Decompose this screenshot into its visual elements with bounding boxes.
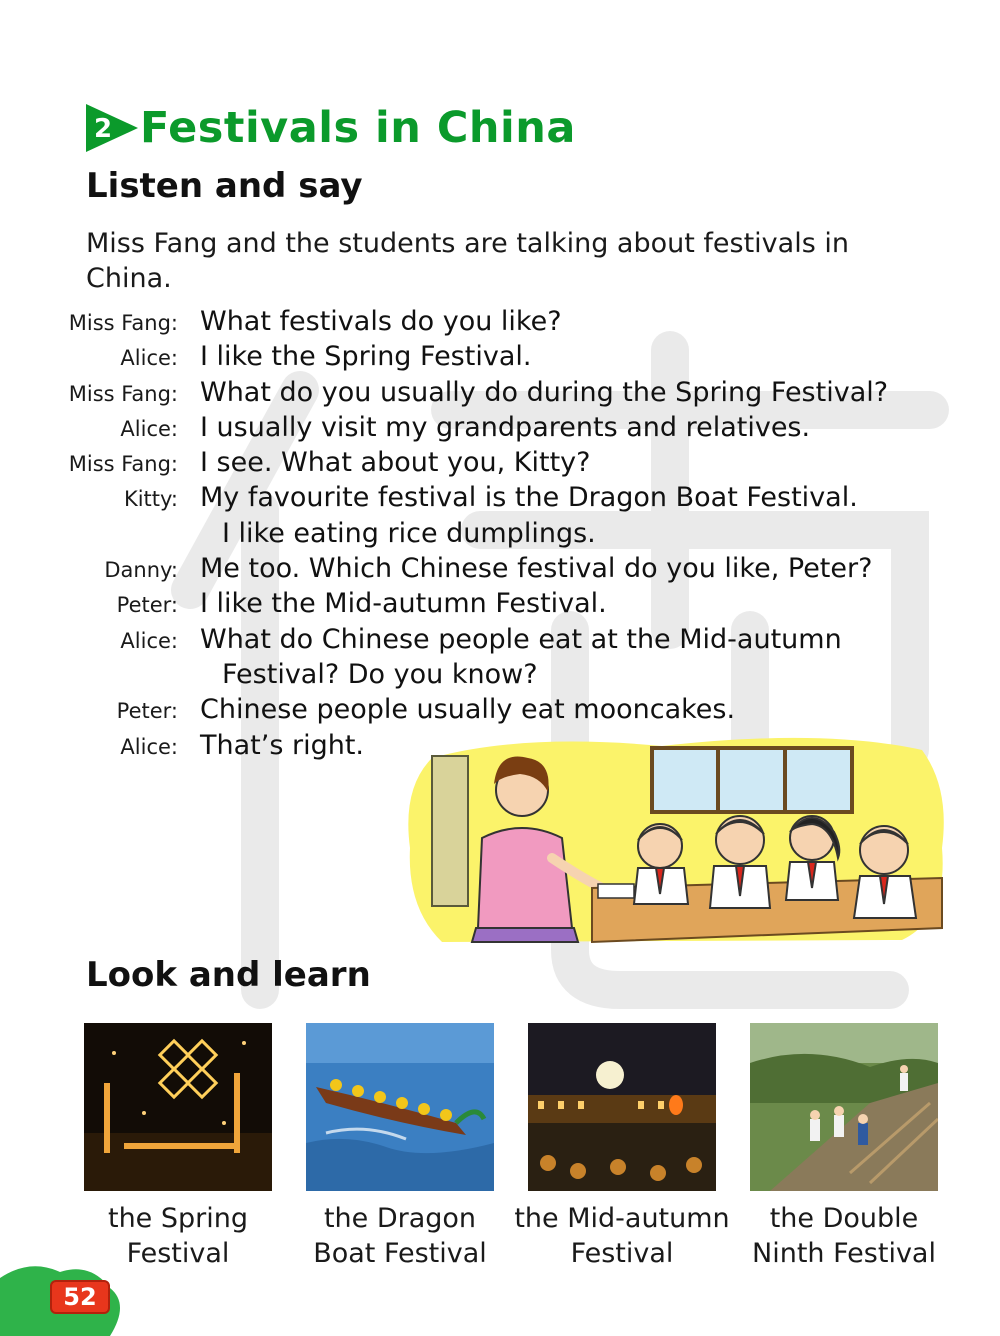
- listen-and-say-heading: Listen and say: [86, 166, 363, 206]
- utterance: I like the Spring Festival.: [200, 341, 532, 373]
- dialogue-line: [0, 306, 1000, 341]
- festival-card-spring: [84, 1023, 272, 1271]
- classroom-illustration: [402, 728, 950, 946]
- unit-arrow-icon: [86, 104, 138, 152]
- unit-title-text: Festivals in China: [140, 103, 576, 153]
- festival-caption: [286, 1201, 514, 1271]
- dialogue-line: [0, 447, 1000, 482]
- festival-card-mid-autumn: [514, 1023, 730, 1271]
- dialogue-line: [0, 624, 1000, 659]
- speaker-label: Miss Fang:: [68, 381, 178, 406]
- dialogue-line: [0, 553, 1000, 588]
- dialogue-line: [0, 412, 1000, 447]
- mid-autumn-festival-photo: [528, 1023, 716, 1191]
- utterance: What do Chinese people eat at the Mid-autumn: [200, 623, 842, 655]
- utterance-continued: Festival? Do you know?: [222, 658, 538, 690]
- utterance: My favourite festival is the Dragon Boat Festival.: [200, 482, 858, 514]
- look-and-learn-heading: Look and learn: [86, 955, 371, 995]
- festival-caption: [508, 1201, 736, 1271]
- intro-text: Miss Fang and the students are talking about festivals in China.: [86, 228, 849, 294]
- speaker-label: Miss Fang:: [68, 452, 178, 477]
- utterance: What do you usually do during the Spring Festival?: [200, 376, 889, 408]
- unit-number: 2: [94, 114, 113, 144]
- utterance: Me too. Which Chinese festival do you like, Peter?: [200, 553, 873, 585]
- speaker-label: Alice:: [120, 416, 178, 441]
- caption-line-2: Boat Festival: [313, 1238, 487, 1269]
- double-ninth-festival-photo: [750, 1023, 938, 1191]
- festival-caption: [730, 1201, 958, 1271]
- dialogue-line: [0, 341, 1000, 376]
- utterance: That’s right.: [200, 729, 364, 761]
- festival-card-double-ninth: [750, 1023, 938, 1271]
- utterance: What festivals do you like?: [200, 306, 562, 337]
- festival-card-dragon-boat: [306, 1023, 494, 1271]
- caption-line-2: Festival: [570, 1238, 674, 1269]
- dialogue-line: [0, 377, 1000, 412]
- unit-title: [86, 98, 576, 158]
- caption-line-2: Ninth Festival: [752, 1238, 936, 1269]
- caption-line-1: the Dragon: [323, 1203, 477, 1234]
- speaker-label: Danny:: [104, 558, 178, 583]
- caption-line-1: the Spring: [107, 1203, 249, 1234]
- utterance-continued: I like eating rice dumplings.: [222, 517, 596, 549]
- dialogue-line: [0, 694, 1000, 729]
- speaker-label: Kitty:: [123, 487, 178, 512]
- dragon-boat-festival-photo: [306, 1023, 494, 1191]
- spring-festival-photo: [84, 1023, 272, 1191]
- speaker-label: Miss Fang:: [68, 311, 178, 335]
- speaker-label: Peter:: [116, 699, 178, 724]
- caption-line-1: the Mid-autumn: [514, 1203, 730, 1234]
- utterance: Chinese people usually eat mooncakes.: [200, 694, 736, 726]
- caption-line-1: the Double: [769, 1203, 919, 1234]
- utterance: I like the Mid-autumn Festival.: [200, 588, 607, 620]
- speaker-label: Alice:: [120, 628, 178, 653]
- utterance: I usually visit my grandparents and relatives.: [200, 411, 811, 443]
- speaker-label: Peter:: [116, 593, 178, 618]
- speaker-label: Alice:: [120, 346, 178, 371]
- speaker-label: Alice:: [120, 734, 178, 759]
- caption-line-2: Festival: [126, 1238, 230, 1269]
- dialogue-line: [0, 588, 1000, 623]
- dialogue: [0, 306, 1000, 765]
- dialogue-line: [0, 482, 1000, 517]
- page-number: 52: [50, 1280, 110, 1314]
- utterance: I see. What about you, Kitty?: [200, 447, 591, 479]
